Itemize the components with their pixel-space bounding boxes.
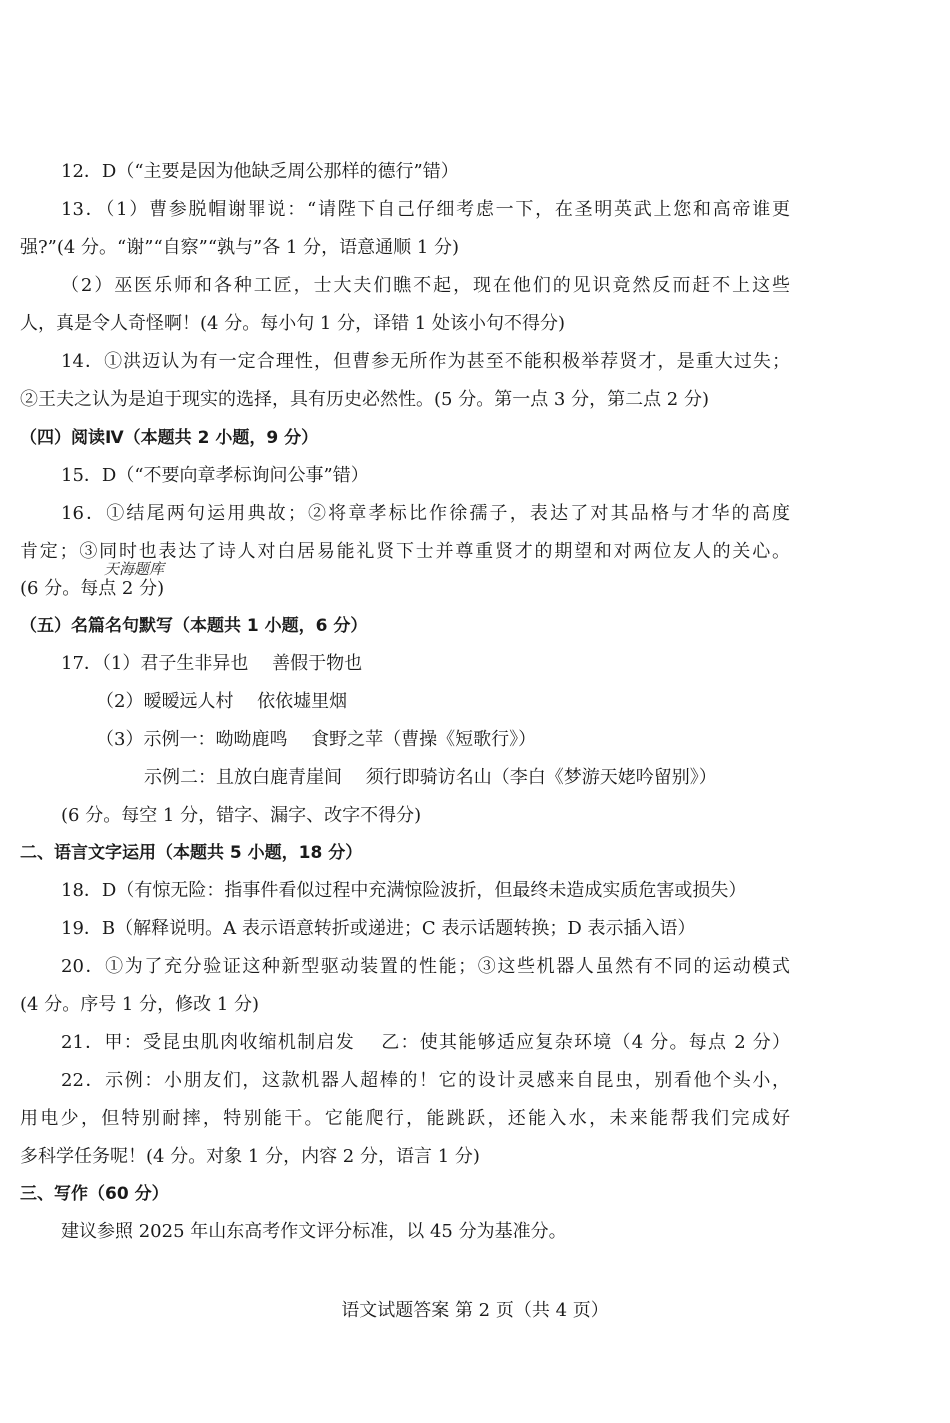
answer-q13-part2-line2: 人，真是令人奇怪啊！(4 分。每小句 1 分，译错 1 处该小句不得分) [20, 313, 566, 334]
answer-q16-line1: 16．①结尾两句运用典故；②将章孝标比作徐孺子，表达了对其品格与才华的高度 [61, 503, 790, 524]
answer-q17-part3-example1: （3）示例一：呦呦鹿鸣 食野之苹（曹操《短歌行》） [96, 729, 537, 750]
answer-q15: 15．D（“不要向章孝标询问公事”错） [61, 465, 369, 486]
answer-q21: 21．甲：受昆虫肌肉收缩机制启发 乙：使其能够适应复杂环境（4 分。每点 2 分） [61, 1032, 790, 1053]
answer-q20-score: (4 分。序号 1 分，修改 1 分) [20, 994, 260, 1015]
answer-q13-part1-line1: 13．（1）曹参脱帽谢罪说：“请陛下自己仔细考虑一下，在圣明英武上您和高帝谁更 [61, 199, 790, 220]
answer-essay: 建议参照 2025 年山东高考作文评分标准，以 45 分为基准分。 [61, 1221, 567, 1242]
answer-q17-score: (6 分。每空 1 分，错字、漏字、改字不得分) [61, 805, 422, 826]
section-heading-reading-4: （四）阅读Ⅳ（本题共 2 小题，9 分） [20, 428, 319, 448]
answer-q17-part2: （2）暧暧远人村 依依墟里烟 [96, 691, 348, 712]
answer-q17-part3-example2: 示例二：且放白鹿青崖间 须行即骑访名山（李白《梦游天姥吟留别》） [144, 767, 717, 788]
answer-q18: 18．D（有惊无险：指事件看似过程中充满惊险波折，但最终未造成实质危害或损失） [61, 880, 747, 901]
answer-q14-line1: 14．①洪迈认为有一定合理性，但曹参无所作为甚至不能积极举荐贤才，是重大过失； [61, 351, 790, 372]
answer-q22-line3: 多科学任务呢！(4 分。对象 1 分，内容 2 分，语言 1 分) [20, 1146, 480, 1167]
answer-q22-line1: 22．示例：小朋友们，这款机器人超棒的！它的设计灵感来自昆虫，别看他个头小， [61, 1070, 790, 1091]
answer-q19: 19．B（解释说明。A 表示语意转折或递进；C 表示话题转换；D 表示插入语） [61, 918, 696, 939]
answer-q20-line1: 20．①为了充分验证这种新型驱动装置的性能；③这些机器人虽然有不同的运动模式 [61, 956, 790, 977]
answer-q13-part1-line2: 强?”(4 分。“谢”“自察”“孰与”各 1 分，语意通顺 1 分) [20, 237, 460, 258]
page-footer: 语文试题答案 第 2 页（共 4 页） [341, 1300, 609, 1321]
section-heading-recitation: （五）名篇名句默写（本题共 1 小题，6 分） [20, 616, 368, 636]
answer-q14-line2: ②王夫之认为是迫于现实的选择，具有历史必然性。(5 分。第一点 3 分，第二点 2 分) [20, 389, 710, 410]
watermark: 天海题库 [104, 560, 165, 578]
answer-q12: 12．D（“主要是因为他缺乏周公那样的德行”错） [61, 161, 459, 182]
answer-q17-part1: 17．（1）君子生非异也 善假于物也 [61, 653, 363, 674]
answer-q22-line2: 用电少，但特别耐摔，特别能干。它能爬行，能跳跃，还能入水，未来能帮我们完成好 [20, 1108, 790, 1129]
section-heading-language-use: 二、语言文字运用（本题共 5 小题，18 分） [20, 843, 363, 863]
section-heading-writing: 三、写作（60 分） [20, 1184, 169, 1204]
answer-q16-score: (6 分。每点 2 分) [20, 578, 165, 599]
answer-q13-part2-line1: （2）巫医乐师和各种工匠，士大夫们瞧不起，现在他们的见识竟然反而赶不上这些 [61, 275, 790, 296]
answer-q16-line2: 肯定；③同时也表达了诗人对白居易能礼贤下士并尊重贤才的期望和对两位友人的关心。 [20, 541, 790, 562]
